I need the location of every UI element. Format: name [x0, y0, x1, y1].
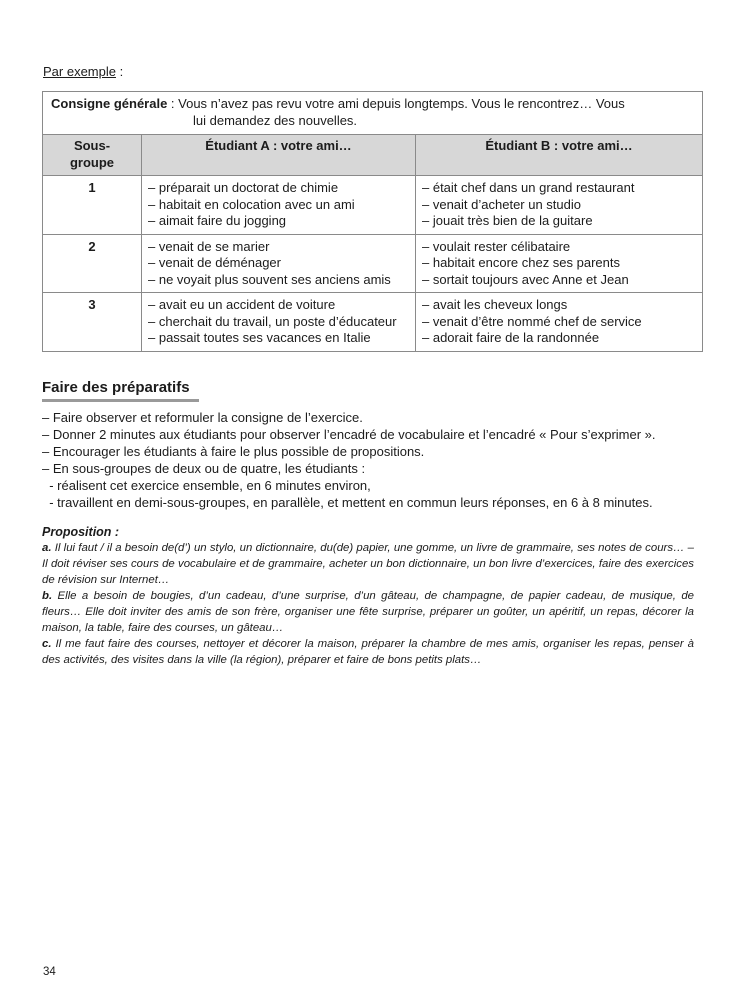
proposition-letter: c. [42, 638, 52, 650]
step-item: – En sous-groupes de deux ou de quatre, les étudiants : [42, 461, 366, 476]
student-b-cell [416, 293, 703, 352]
list-item: – jouait très bien de la guitare [422, 213, 593, 228]
table-row [43, 234, 703, 293]
proposition-item [42, 588, 694, 636]
proposition-item [42, 636, 694, 668]
proposition-text: Elle a besoin de bougies, d’un cadeau, d’une surprise, d’un gâteau, de champagne, de papier cadeau, de musique, de fleurs… Elle doit inviter des amis de son frère, organiser une fête surprise, préparer un goûter, un apéritif, un repas, décorer la maison, la table, faire des courses, un gâteau… [42, 590, 694, 634]
list-item: – préparait un doctorat de chimie [148, 180, 339, 195]
group-number: 1 [43, 176, 142, 235]
list-item: – habitait en colocation avec un ami [148, 196, 355, 212]
list-item: – avait les cheveux longs [422, 297, 568, 312]
list-item: – ne voyait plus souvent ses anciens amis [148, 271, 391, 287]
list-item: – venait d’acheter un studio [422, 196, 581, 212]
consigne-cell [43, 92, 703, 135]
header-etudiant-b: Étudiant B : votre ami… [416, 135, 703, 176]
step-item: – Faire observer et reformuler la consigne de l’exercice. [42, 410, 363, 425]
list-item: – sortait toujours avec Anne et Jean [422, 271, 629, 287]
step-item: – Donner 2 minutes aux étudiants pour observer l’encadré de vocabulaire et l’encadré « Pour s’exprimer ». [42, 427, 656, 442]
list-item: – voulait rester célibataire [422, 238, 571, 254]
intro-line [43, 64, 123, 79]
list-item: – venait de déménager [148, 255, 281, 270]
intro-colon: : [115, 64, 124, 79]
list-item: – aimait faire du jogging [148, 213, 287, 228]
proposition-block [42, 524, 694, 668]
page-number: 34 [43, 966, 56, 978]
student-b-cell [416, 234, 703, 293]
group-number: 2 [43, 234, 142, 293]
proposition-text: Il me faut faire des courses, nettoyer et décorer la maison, préparer la chambre de mes amis, organiser les repas, penser à des activités, des visites dans la ville (la région), préparer et faire de bons petits plats… [42, 638, 694, 666]
section-title: Faire des préparatifs [42, 379, 199, 402]
header-etudiant-a: Étudiant A : votre ami… [142, 135, 416, 176]
intro-label: Par exemple [43, 64, 116, 79]
student-a-cell [142, 234, 416, 293]
group-number: 3 [43, 293, 142, 352]
step-item: – Encourager les étudiants à faire le plus possible de propositions. [42, 444, 425, 459]
list-item: – passait toutes ses vacances en Italie [148, 330, 371, 345]
step-sub-item: - réalisent cet exercice ensemble, en 6 minutes environ, [42, 478, 371, 493]
steps-list [42, 409, 656, 511]
proposition-letter: b. [42, 590, 53, 602]
list-item: – avait eu un accident de voiture [148, 297, 336, 312]
list-item: – venait d’être nommé chef de service [422, 313, 642, 329]
consigne-line-1 [51, 96, 694, 113]
table-header-row [43, 135, 703, 176]
proposition-text: Il lui faut / il a besoin de(d’) un stylo, un dictionnaire, du(de) papier, une gomme, un livre de grammaire, ses notes de cours… – Il doit réviser ses cours de vocabulaire et de grammaire, acheter un bon dictionnaire, un bon livre d’exercices, faire des exercices de révision sur Internet… [42, 542, 694, 586]
step-sub-item: - travaillent en demi-sous-groupes, en parallèle, et mettent en commun leurs réponses, en 6 à 8 minutes. [42, 495, 653, 510]
student-a-cell [142, 176, 416, 235]
list-item: – venait de se marier [148, 238, 270, 254]
list-item: – habitait encore chez ses parents [422, 255, 621, 270]
proposition-letter: a. [42, 542, 52, 554]
list-item: – était chef dans un grand restaurant [422, 180, 635, 195]
consigne-label: Consigne générale [51, 96, 168, 111]
header-sous-groupe: Sous- groupe [43, 135, 142, 176]
consigne-text-2: lui demandez des nouvelles. [193, 112, 358, 128]
table-row [43, 176, 703, 235]
student-a-cell [142, 293, 416, 352]
exercise-table [42, 91, 703, 352]
student-b-cell [416, 176, 703, 235]
list-item: – cherchait du travail, un poste d’éducateur [148, 313, 397, 329]
proposition-item [42, 540, 694, 588]
consigne-text-1: : Vous n’avez pas revu votre ami depuis longtemps. Vous le rencontrez… Vous [167, 96, 625, 111]
proposition-title: Proposition : [42, 525, 120, 539]
list-item: – adorait faire de la randonnée [422, 330, 600, 345]
table-row [43, 293, 703, 352]
